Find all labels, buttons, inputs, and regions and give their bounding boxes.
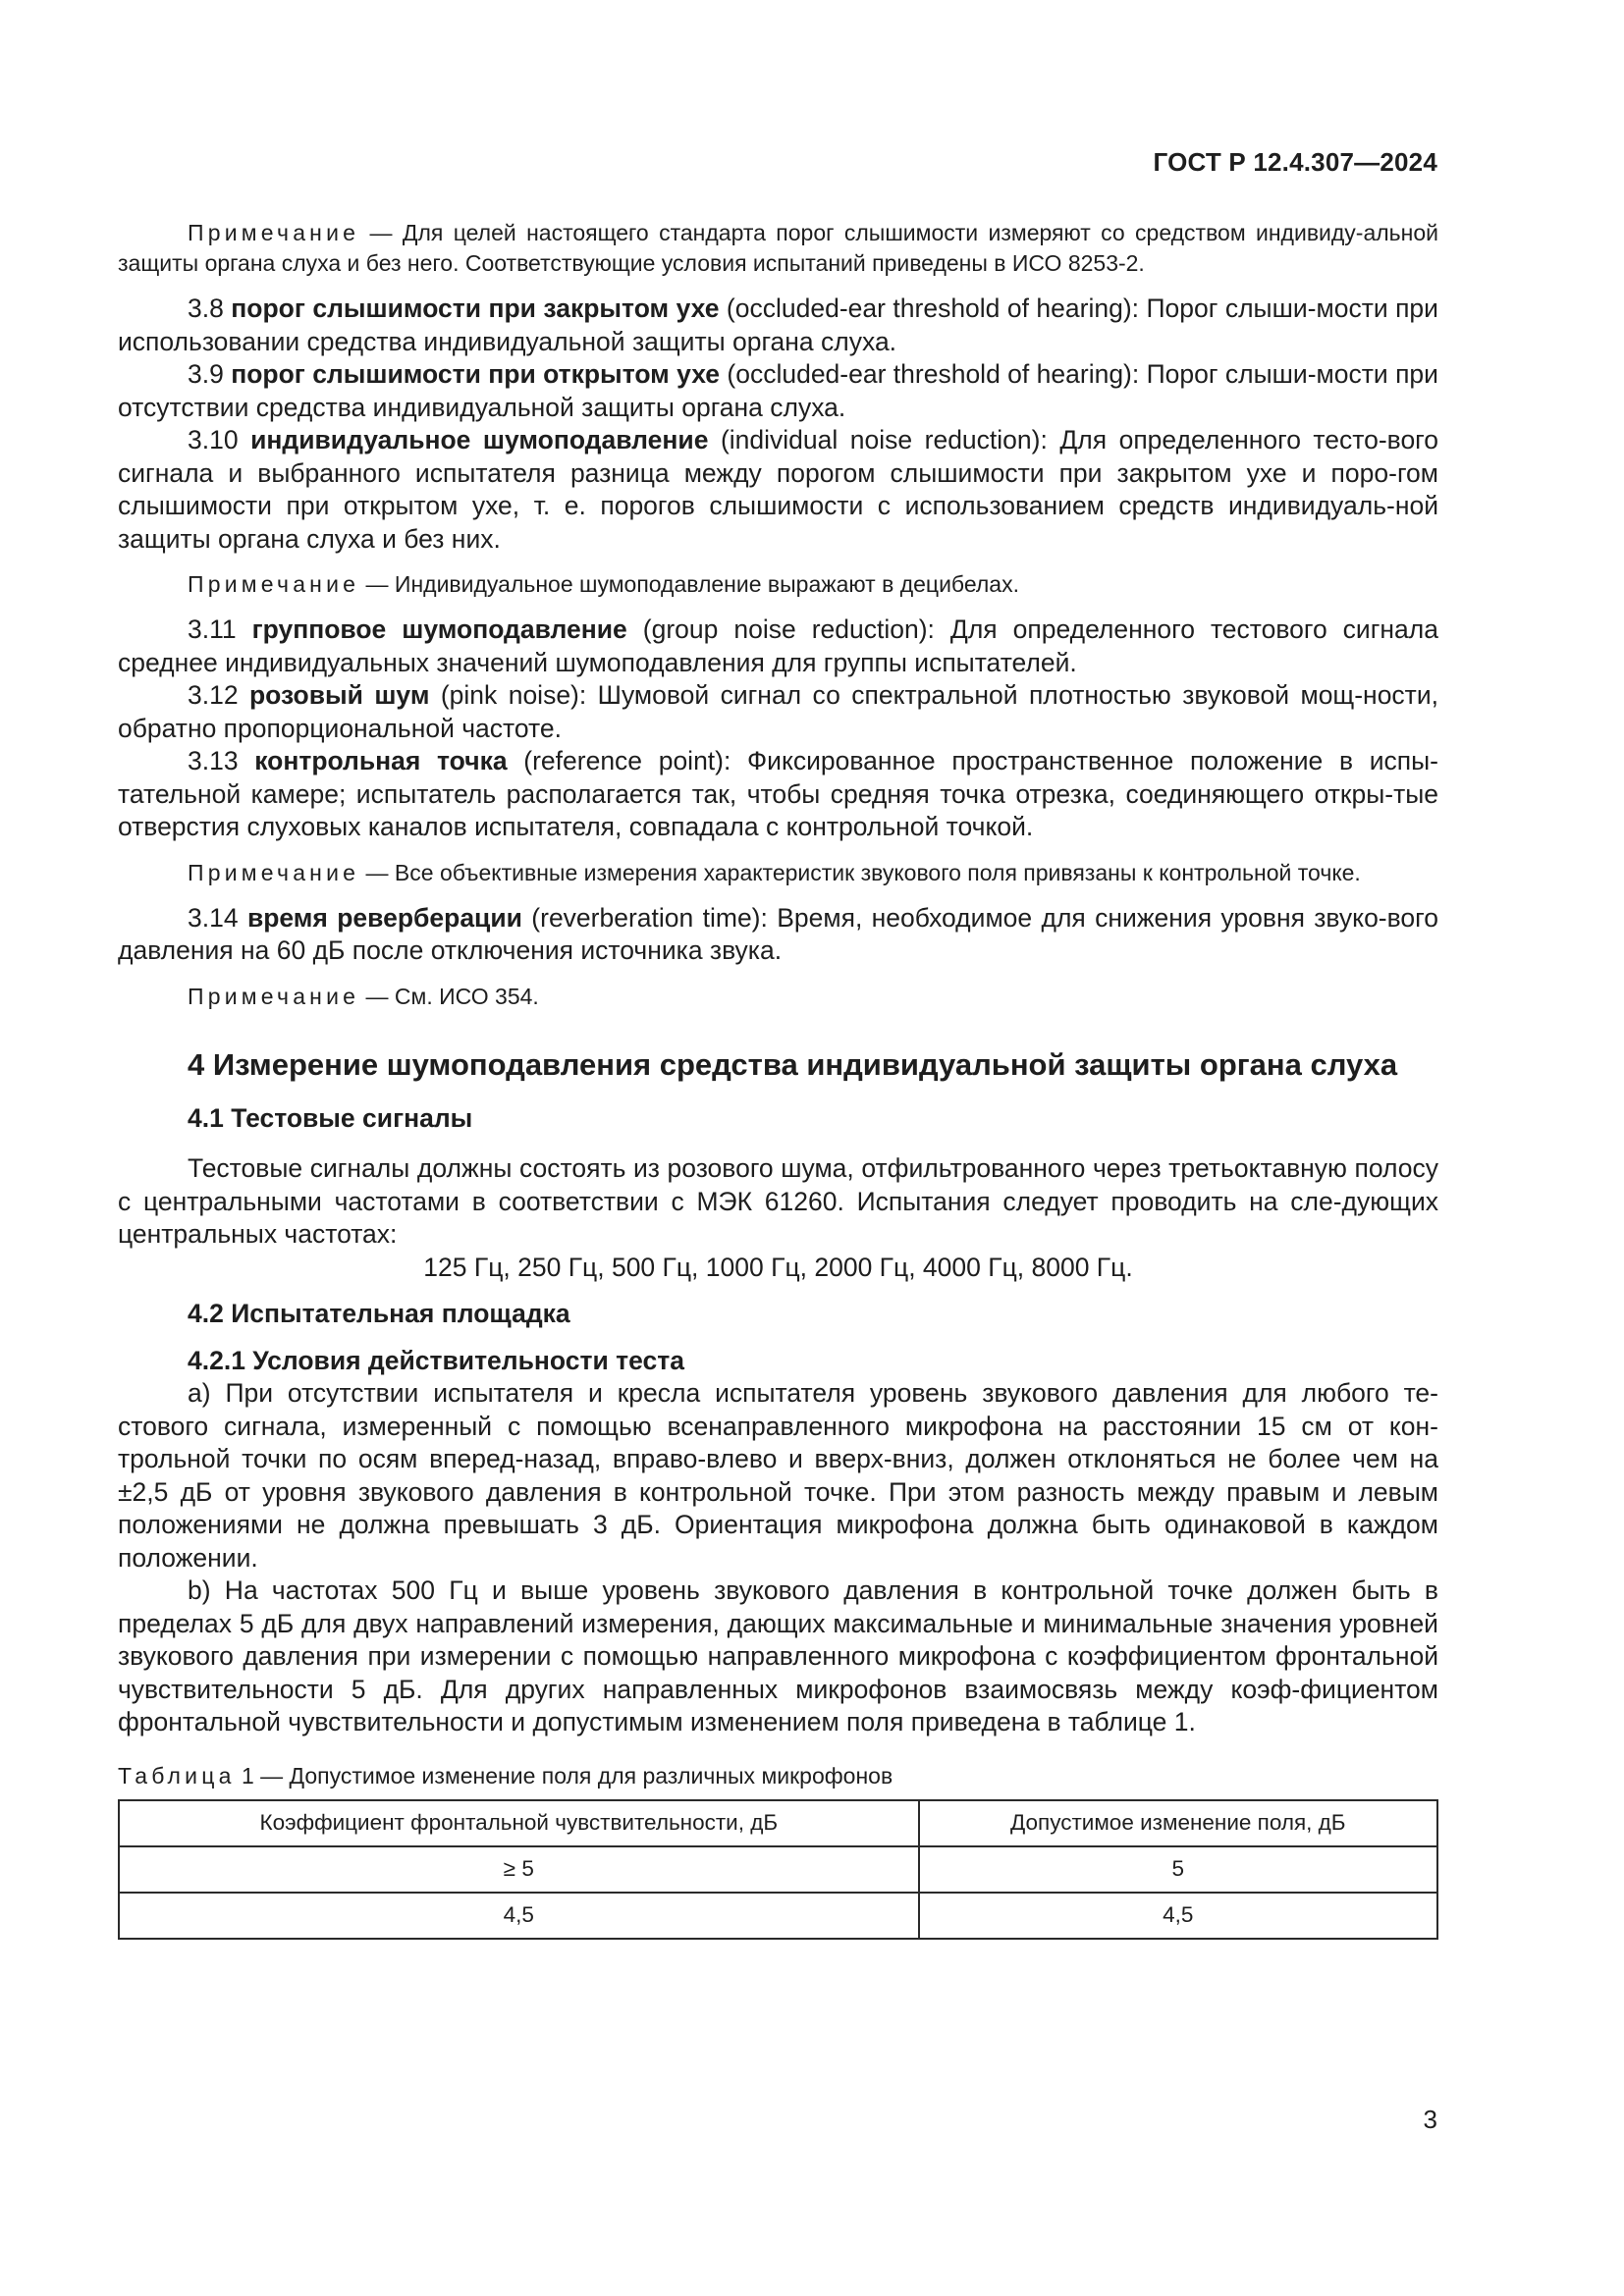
term-3-14: [118, 902, 1438, 968]
term-3-9: [118, 358, 1438, 424]
table-header-cell: Допустимое изменение поля, дБ: [919, 1800, 1437, 1846]
frequency-list: 125 Гц, 250 Гц, 500 Гц, 1000 Гц, 2000 Гц, 4000 Гц, 8000 Гц.: [423, 1252, 1133, 1282]
document-id-header: ГОСТ Р 12.4.307—2024: [1153, 147, 1437, 177]
table-row: [119, 1893, 1437, 1939]
section-4-1-text: Тестовые сигналы должны состоять из розового шума, отфильтрованного через третьоктавную полосу с центральными частотами в соответствии с МЭК 61260. Испытания следует проводить на сле-дующих центральных частотах:: [118, 1153, 1438, 1249]
term-definition: (occluded-ear threshold of hearing): Порог слыши-мости при отсутствии средства индивидуальной защиты органа слуха.: [118, 359, 1438, 422]
note-label: Примечание: [188, 220, 360, 245]
table-title: 1 — Допустимое изменение поля для различных микрофонов: [241, 1762, 893, 1789]
term-definition: (reference point): Фиксированное пространственное положение в испы-тательной камере; испытатель располагается так, чтобы средняя точка отрезка, соединяющего откры-тые отверстия слуховых каналов испытателя, совпадала с контрольной точкой.: [118, 746, 1438, 841]
term-3-12: [118, 679, 1438, 745]
table-row: [119, 1846, 1437, 1893]
table-1: [118, 1799, 1438, 1940]
term-name: индивидуальное шумоподавление: [250, 425, 709, 454]
note-text: — Для целей настоящего стандарта порог слышимости измеряют со средством индивиду-альной защиты органа слуха и без него. Соответствующие условия испытаний приведены в ИСО 8253-2.: [118, 220, 1439, 276]
note-label: Примечание: [188, 571, 360, 597]
note-2: [118, 569, 1438, 600]
section-4-heading: 4 Измерение шумоподавления средства индивидуальной защиты органа слуха: [188, 1046, 1398, 1082]
note-label: Примечание: [188, 983, 360, 1009]
page-number: 3: [1423, 2105, 1437, 2134]
clause-a: а) При отсутствии испытателя и кресла испытателя уровень звукового давления для любого те-стового сигнала, измеренный с помощью всенаправленного микрофона на расстоянии 15 см от кон-трольной точки по осям вперед-назад, вправо-влево и вверх-вниз, должен отклоняться не более чем на ±2,5 дБ от уровня звукового давления в контрольной точке. При этом разность между правым и левым положениями не должна превышать 3 дБ. Ориентация микрофона должна быть одинаковой в каждом положении.: [118, 1378, 1438, 1573]
table-caption: [118, 1761, 1438, 1791]
term-name: групповое шумоподавление: [251, 614, 627, 644]
note-label: Примечание: [188, 859, 360, 885]
table-cell: 5: [919, 1846, 1437, 1893]
note-text: — См. ИСО 354.: [365, 983, 539, 1009]
term-name: порог слышимости при открытом ухе: [231, 359, 721, 389]
term-definition: (pink noise): Шумовой сигнал со спектральной плотностью звуковой мощ-ности, обратно пропорциональной частоте.: [118, 680, 1438, 743]
term-name: розовый шум: [249, 680, 430, 710]
term-definition: (group noise reduction): Для определенного тестового сигнала среднее индивидуальных значений шумоподавления для группы испытателей.: [118, 614, 1438, 677]
table-label: Таблица: [118, 1762, 236, 1789]
term-number: 3.13: [188, 746, 239, 775]
term-definition: (reverberation time): Время, необходимое для снижения уровня звуко-вого давления на 60 дБ после отключения источника звука.: [118, 902, 1438, 965]
term-definition: (occluded-ear threshold of hearing): Порог слыши-мости при использовании средства индивидуальной защиты органа слуха.: [118, 294, 1438, 356]
page-body: [118, 218, 1438, 1940]
table-cell: 4,5: [119, 1893, 919, 1939]
term-number: 3.12: [188, 680, 239, 710]
term-name: время реверберации: [246, 902, 522, 933]
note-4: [118, 982, 1438, 1012]
term-3-11: [118, 614, 1438, 679]
term-definition: (individual noise reduction): Для определенного тесто-вого сигнала и выбранного испытателя разница между порогом слышимости при закрытом ухе и поро-гом слышимости при открытом ухе, т. е. порогов слышимости с использованием средств индивидуаль-ной защиты органа слуха и без них.: [118, 425, 1438, 554]
table-header-cell: Коэффициент фронтальной чувствительности, дБ: [119, 1800, 919, 1846]
term-name: порог слышимости при закрытом ухе: [231, 294, 720, 323]
term-number: 3.8: [188, 294, 224, 323]
term-name: контрольная точка: [254, 746, 508, 775]
section-4-1-heading: 4.1 Тестовые сигналы: [188, 1102, 473, 1133]
section-4-2-heading: 4.2 Испытательная площадка: [188, 1299, 570, 1328]
table-header-row: [119, 1800, 1437, 1846]
term-number: 3.10: [188, 425, 239, 454]
section-4-2-1-heading: 4.2.1 Условия действительности теста: [188, 1345, 684, 1375]
term-3-8: [118, 293, 1438, 358]
term-number: 3.9: [188, 359, 224, 389]
clause-b: b) На частотах 500 Гц и выше уровень звукового давления в контрольной точке должен быть в пределах 5 дБ для двух направлений измерения, дающих максимальные и минимальные значения уровней звукового давления при измерении с помощью направленного микрофона с коэффициентом фронтальной чувствительности 5 дБ. Для других направленных микрофонов взаимосвязь между коэф-фициентом фронтальной чувствительности и допустимым изменением поля приведена в таблице 1.: [118, 1575, 1438, 1736]
table-cell: 4,5: [919, 1893, 1437, 1939]
note-text: — Все объективные измерения характеристик звукового поля привязаны к контрольной точке.: [365, 859, 1361, 885]
table-cell: ≥ 5: [119, 1846, 919, 1893]
note-text: — Индивидуальное шумоподавление выражают в децибелах.: [365, 571, 1019, 597]
term-number: 3.14: [188, 902, 239, 933]
term-3-10: [118, 424, 1438, 556]
term-number: 3.11: [188, 614, 237, 644]
note-3: [118, 858, 1438, 888]
note-1: [118, 218, 1438, 279]
term-3-13: [118, 745, 1438, 844]
